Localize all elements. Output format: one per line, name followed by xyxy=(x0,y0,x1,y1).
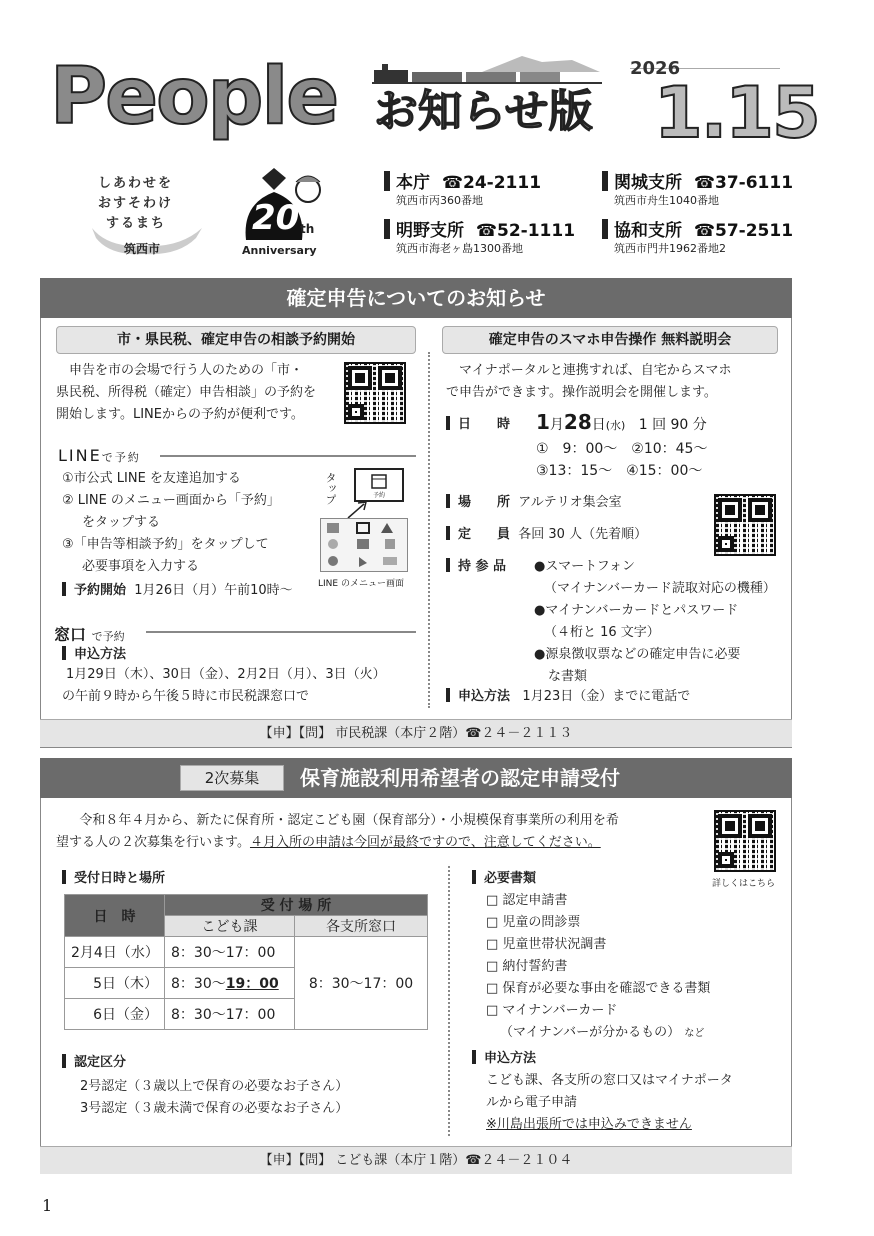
capacity-value: 各回 30 人（先着順） xyxy=(518,527,648,542)
page-number: 1 xyxy=(42,1196,53,1215)
logo-subtitle: お知らせ版 xyxy=(374,86,593,137)
row-branch: 8：30～17：00 xyxy=(295,937,428,1030)
label-bar xyxy=(446,416,450,430)
intro-line: 望する人の２次募集を行います。 xyxy=(56,835,250,850)
row-kodomo xyxy=(165,968,295,999)
label-bar xyxy=(472,870,476,884)
place-value: アルテリオ集会室 xyxy=(518,495,622,510)
seminar-date-value xyxy=(536,410,707,434)
apply-line: の午前９時から午後５時に市民税課窓口で xyxy=(62,689,310,704)
anniversary-number: 20 xyxy=(252,198,300,238)
slogan-line-2: おすそわけ xyxy=(98,196,174,211)
date-day: 28 xyxy=(563,410,592,434)
date-month: 1 xyxy=(536,410,550,434)
apply-value: 1月23日（金）までに電話で xyxy=(522,689,691,704)
tax-right-heading: 確定申告のスマホ申告操作 無料説明会 xyxy=(442,326,778,354)
schedule-table xyxy=(64,894,428,1030)
bring-item: （マイナンバーカード読取対応の機種） xyxy=(544,581,776,596)
anniversary-suffix: th xyxy=(300,222,315,236)
apply-label: 申込方法 xyxy=(458,689,511,704)
start-label: 予約開始 xyxy=(74,583,127,598)
label-bar xyxy=(62,582,66,596)
office-tel: ☎37-6111 xyxy=(693,173,794,193)
step-item: をタップする xyxy=(82,515,161,530)
label-bar xyxy=(62,1054,66,1068)
col-header-date: 日 時 xyxy=(65,895,165,937)
intro-line: 令和８年４月から、新たに保育所・認定こども園（保育部分）・小規模保育事業所の利用を希 xyxy=(79,813,619,828)
office-address: 筑西市門井1962番地2 xyxy=(614,242,726,255)
qr-code-seminar[interactable] xyxy=(714,494,776,556)
schedule-label: 受付日時と場所 xyxy=(74,871,166,886)
office-tel: ☎52-1111 xyxy=(475,221,576,241)
cert-items xyxy=(80,1076,348,1120)
tap-label: タップ xyxy=(324,472,337,505)
slogan-line-3: するまち xyxy=(106,216,167,231)
office-name: 本庁 xyxy=(396,173,430,193)
col-header-branch: 各支所窓口 xyxy=(295,916,428,937)
step-item: 必要事項を入力する xyxy=(82,559,200,574)
label-bar xyxy=(62,870,66,884)
bring-label-row xyxy=(446,556,506,578)
train-mountain-icon xyxy=(372,52,602,86)
seminar-place xyxy=(446,492,622,514)
office-bar xyxy=(602,171,608,191)
logo-people: People xyxy=(50,52,338,142)
anniversary-logo xyxy=(232,168,342,260)
tax-section-title: 確定申告についてのお知らせ xyxy=(40,278,792,318)
office-tel: ☎24-2111 xyxy=(441,173,542,193)
window-suffix: で予約 xyxy=(91,630,125,643)
line-suffix: で予約 xyxy=(101,451,141,464)
divider xyxy=(160,455,416,457)
docs-list xyxy=(486,890,786,1045)
date-month-unit: 月 xyxy=(549,417,564,433)
office-name: 明野支所 xyxy=(396,221,464,241)
column-divider xyxy=(428,352,430,708)
apply-line: こども課、各支所の窓口又はマイナポータ xyxy=(486,1073,733,1088)
table-row xyxy=(65,937,428,968)
intro-line: で申告ができます。操作説明会を開催します。 xyxy=(446,385,717,400)
tax-footer-contact: 【申】【問】 市民税課（本庁２階）☎２４－２１１３ xyxy=(40,719,792,747)
label-bar xyxy=(472,1050,476,1064)
tax-right-intro xyxy=(446,360,782,404)
childcare-intro xyxy=(56,810,706,854)
place-label: 場 所 xyxy=(458,495,511,510)
menu-caption: LINE のメニュー画面 xyxy=(318,579,404,589)
time-row: ③13：15～ ④15：00～ xyxy=(536,463,703,479)
doc-item: □ 納付誓約書 xyxy=(486,959,568,974)
start-value: 1月26日（月）午前10時～ xyxy=(134,583,293,598)
docs-label-row xyxy=(472,868,536,890)
date-label: 日 時 xyxy=(458,417,511,432)
cert-label-row xyxy=(62,1052,126,1074)
reserve-button-icon xyxy=(354,468,404,502)
schedule-label-row xyxy=(62,868,165,890)
bring-item: な書類 xyxy=(548,669,588,684)
intro-line: マイナポータルと連携すれば、自宅からスマホ xyxy=(459,363,732,378)
bring-item: ●源泉徴収票などの確定申告に必要 xyxy=(534,647,741,662)
bring-item: （４桁と 16 文字） xyxy=(544,625,660,640)
date-detail: 1 回 90 分 xyxy=(638,417,707,433)
row-kodomo: 8：30～17：00 xyxy=(165,999,295,1030)
bring-label: 持 参 品 xyxy=(458,559,507,574)
cert-item: 2号認定（３歳以上で保育の必要なお子さん） xyxy=(80,1079,349,1094)
seminar-date xyxy=(446,414,510,436)
row-date: 5日（木） xyxy=(65,968,165,999)
window-apply-label xyxy=(62,644,126,666)
apply-line: ルから電子申請 xyxy=(486,1095,578,1110)
childcare-title: 保育施設利用希望者の認定申請受付 xyxy=(300,766,620,790)
kodomo-extended: 19：00 xyxy=(225,976,279,992)
doc-note-suffix: など xyxy=(684,1028,705,1039)
apply-line: 1月29日（木）、30日（金）、2月2日（月）、3日（火） xyxy=(66,667,386,682)
svg-text:予約: 予約 xyxy=(372,492,386,499)
childcare-apply-text xyxy=(486,1070,786,1136)
step-item: ③「申告等相談予約」をタップして xyxy=(62,537,269,552)
childcare-apply-label-row xyxy=(472,1048,536,1070)
office-name: 協和支所 xyxy=(614,221,682,241)
issue-date: 1.15 xyxy=(654,72,819,154)
line-reserve-heading xyxy=(58,446,141,465)
line-title: LINE xyxy=(58,446,102,465)
anniversary-label: Anniversary xyxy=(242,244,317,257)
apply-label: 申込方法 xyxy=(74,647,127,662)
doc-item: □ 保育が必要な事由を確認できる書類 xyxy=(486,981,711,996)
date-weekday: (水) xyxy=(605,419,626,432)
doc-item: □ マイナンバーカード xyxy=(486,1003,618,1018)
col-header-kodomo: こども課 xyxy=(165,916,295,937)
doc-item: □ 認定申請書 xyxy=(486,893,568,908)
capacity-label: 定 員 xyxy=(458,527,511,542)
arrow-icon xyxy=(344,498,374,520)
city-name: 筑西市 xyxy=(124,242,161,256)
line-menu-illustration xyxy=(318,468,418,590)
seminar-times xyxy=(536,438,707,482)
tax-left-heading: 市・県民税、確定申告の相談予約開始 xyxy=(56,326,416,354)
menu-grid-icon xyxy=(320,518,408,572)
qr-caption: 詳しくはこちら xyxy=(712,879,776,889)
qr-code-line-reservation[interactable] xyxy=(344,362,406,424)
docs-label: 必要書類 xyxy=(484,871,537,886)
intro-line: 開始します。LINEからの予約が便利です。 xyxy=(56,407,304,422)
office-kyowa xyxy=(602,216,793,241)
row-date: 6日（金） xyxy=(65,999,165,1030)
qr-code-childcare[interactable] xyxy=(714,810,776,872)
bring-item: ●スマートフォン xyxy=(534,559,636,574)
window-title: 窓口 xyxy=(54,625,87,644)
row-date: 2月4日（水） xyxy=(65,937,165,968)
date-day-unit: 日 xyxy=(591,417,606,433)
slogan-line-1: しあわせを xyxy=(98,176,174,191)
label-bar xyxy=(62,646,66,660)
intro-line: 県民税、所得税（確定）申告相談」の予約を xyxy=(56,385,317,400)
row-kodomo: 8：30～17：00 xyxy=(165,937,295,968)
office-name: 関城支所 xyxy=(614,173,682,193)
seminar-apply xyxy=(446,686,690,708)
intro-notice: ４月入所の申請は今回が最終ですので、注意してください。 xyxy=(249,835,601,850)
cert-label: 認定区分 xyxy=(74,1055,127,1070)
window-reserve-heading xyxy=(54,622,125,645)
office-address: 筑西市舟生1040番地 xyxy=(614,194,719,207)
window-apply-text xyxy=(62,664,422,708)
label-bar xyxy=(446,688,450,702)
issue-year: 2026 xyxy=(630,58,681,79)
step-item: ①市公式 LINE を友達追加する xyxy=(62,471,241,486)
doc-note: （マイナンバーが分かるもの） xyxy=(500,1025,681,1040)
kodomo-prefix: 8：30～ xyxy=(171,976,226,992)
bring-items xyxy=(534,556,784,688)
seminar-capacity xyxy=(446,524,647,546)
office-bar xyxy=(384,219,390,239)
city-slogan-logo xyxy=(88,168,206,258)
line-steps xyxy=(62,468,322,578)
label-bar xyxy=(446,558,450,572)
divider xyxy=(146,631,416,633)
label-bar xyxy=(446,494,450,508)
office-tel: ☎57-2511 xyxy=(693,221,794,241)
time-row: ① 9：00～ ②10：45～ xyxy=(536,441,708,457)
office-bar xyxy=(384,171,390,191)
column-divider xyxy=(448,866,450,1136)
apply-label: 申込方法 xyxy=(484,1051,537,1066)
bring-item: ●マイナンバーカードとパスワード xyxy=(534,603,739,618)
apply-note: ※川島出張所では申込みできません xyxy=(486,1117,692,1132)
office-akeno xyxy=(384,216,575,241)
second-recruit-badge: 2次募集 xyxy=(180,765,284,791)
cert-item: 3号認定（３歳未満で保育の必要なお子さん） xyxy=(80,1101,349,1116)
office-address: 筑西市丙360番地 xyxy=(396,194,483,207)
childcare-footer-contact: 【申】【問】 こども課（本庁１階）☎２４－２１０４ xyxy=(40,1146,792,1174)
reserve-start xyxy=(62,580,293,602)
doc-item: □ 児童の問診票 xyxy=(486,915,581,930)
office-honcho xyxy=(384,168,541,193)
tax-left-intro xyxy=(56,360,336,426)
step-item: ② LINE のメニュー画面から「予約」 xyxy=(62,493,280,508)
doc-item: □ 児童世帯状況調書 xyxy=(486,937,607,952)
intro-line: 申告を市の会場で行う人のための「市・ xyxy=(69,363,304,378)
col-header-place: 受 付 場 所 xyxy=(165,895,428,916)
office-bar xyxy=(602,219,608,239)
label-bar xyxy=(446,526,450,540)
office-sekijo xyxy=(602,168,793,193)
office-address: 筑西市海老ヶ島1300番地 xyxy=(396,242,523,255)
